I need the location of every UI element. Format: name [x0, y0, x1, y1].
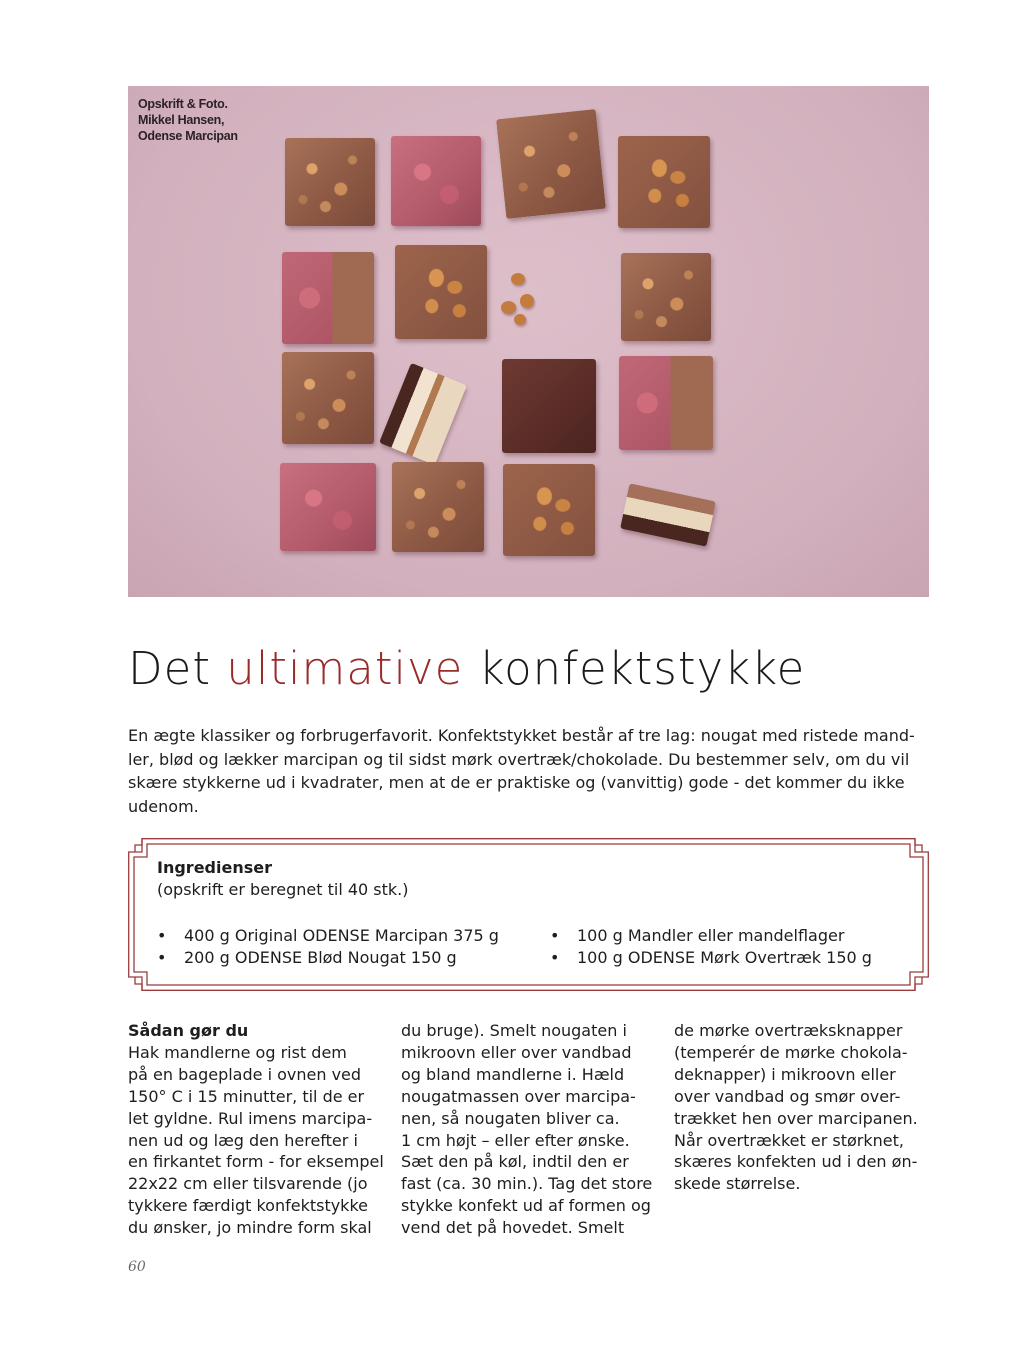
- confection-piece-side: [620, 483, 716, 546]
- method-line: 22x22 cm eller tilsvarende (jo: [128, 1174, 368, 1194]
- method-line: du ønsker, jo mindre form skal: [128, 1218, 372, 1238]
- page-number: 60: [128, 1259, 146, 1275]
- method-line: nen ud og læg den herefter i: [128, 1130, 358, 1150]
- confection-photo: [128, 86, 929, 597]
- method-line: let gyldne. Rul imens marcipa-: [128, 1108, 373, 1128]
- ingredients-box: [128, 838, 929, 991]
- confection-piece-side: [379, 363, 467, 465]
- confection-piece: [496, 109, 606, 219]
- list-item: • 100 g Mandler eller mandelflager: [550, 925, 872, 947]
- method-line: over vandbad og smør over-: [674, 1086, 901, 1106]
- list-item: • 200 g ODENSE Blød Nougat 150 g: [157, 947, 499, 969]
- method-line: vend det på hovedet. Smelt: [401, 1218, 625, 1238]
- method-line: trækket hen over marcipanen.: [674, 1108, 918, 1128]
- method-line: du bruge). Smelt nougaten i: [401, 1021, 627, 1040]
- method-line: Sæt den på køl, indtil den er: [401, 1152, 629, 1172]
- ingredients-heading: Ingredienser: [157, 858, 272, 877]
- method-line: skæres konfekten ud i den øn-: [674, 1152, 918, 1172]
- intro-line: ler, blød og lækker marcipan og til sidst mørk overtræk/chokolade. Du bestemmer selv, om du vil: [128, 749, 910, 769]
- method-line: deknapper) i mikroovn eller: [674, 1064, 896, 1084]
- intro-paragraph: [128, 724, 933, 818]
- method-line: stykke konfekt ud af formen og: [401, 1196, 651, 1216]
- ingredients-list-right: [550, 925, 872, 969]
- list-item: • 100 g ODENSE Mørk Overtræk 150 g: [550, 947, 872, 969]
- photo-credit: [138, 96, 238, 144]
- method-line: (temperér de mørke chokola-: [674, 1042, 908, 1062]
- method-line: Når overtrækket er størknet,: [674, 1130, 904, 1150]
- method-line: og bland mandlerne i. Hæld: [401, 1064, 625, 1084]
- nut-crumb: [520, 294, 534, 308]
- confection-piece: [282, 352, 374, 444]
- method-heading: Sådan gør du: [128, 1021, 249, 1040]
- method-line: 1 cm højt – eller efter ønske.: [401, 1130, 630, 1150]
- method-line: nen, så nougaten bliver ca.: [401, 1108, 620, 1128]
- title-part: Det: [128, 642, 227, 695]
- credit-line: Mikkel Hansen,: [138, 113, 225, 127]
- confection-piece: [282, 252, 374, 344]
- method-line: nougatmassen over marcipa-: [401, 1086, 636, 1106]
- page-title: [128, 640, 929, 698]
- confection-piece: [280, 463, 376, 551]
- method-line: mikroovn eller over vandbad: [401, 1042, 632, 1062]
- confection-piece: [503, 464, 595, 556]
- method-column-1: [128, 1020, 383, 1239]
- ingredients-list-left: [157, 925, 499, 969]
- ingredients-note: (opskrift er beregnet til 40 stk.): [157, 880, 409, 899]
- method-line: en firkantet form - for eksempel: [128, 1152, 384, 1172]
- intro-line: skære stykkerne ud i kvadrater, men at de er praktiske og (vanvittig) gode - det kommer du ikke: [128, 773, 905, 793]
- method-line: tykkere færdigt konfektstykke: [128, 1196, 368, 1216]
- nut-crumb: [501, 301, 516, 314]
- nut-crumb: [514, 314, 526, 325]
- method-line: skede størrelse.: [674, 1174, 801, 1194]
- title-part: konfektstykke: [463, 642, 806, 695]
- method-column-2: [401, 1020, 656, 1239]
- list-item: • 400 g Original ODENSE Marcipan 375 g: [157, 925, 499, 947]
- method-line: på en bageplade i ovnen ved: [128, 1064, 362, 1084]
- confection-piece: [395, 245, 487, 339]
- nut-crumb: [511, 273, 525, 285]
- confection-piece: [619, 356, 713, 450]
- confection-piece: [502, 359, 596, 453]
- confection-piece: [391, 136, 481, 226]
- method-line: 150° C i 15 minutter, til de er: [128, 1086, 365, 1106]
- method-line: de mørke overtræksknapper: [674, 1021, 903, 1040]
- intro-line: udenom.: [128, 796, 199, 816]
- confection-piece: [618, 136, 710, 228]
- credit-line: Odense Marcipan: [138, 129, 238, 143]
- confection-piece: [285, 138, 375, 226]
- method-line: Hak mandlerne og rist dem: [128, 1042, 347, 1062]
- title-accent: ultimative: [226, 642, 464, 695]
- confection-piece: [392, 462, 484, 552]
- method-line: fast (ca. 30 min.). Tag det store: [401, 1174, 653, 1194]
- credit-line: Opskrift & Foto.: [138, 97, 228, 111]
- confection-piece: [621, 253, 711, 341]
- method-column-3: [674, 1020, 929, 1195]
- intro-line: En ægte klassiker og forbrugerfavorit. Konfektstykket består af tre lag: nougat med ristede mand-: [128, 726, 915, 745]
